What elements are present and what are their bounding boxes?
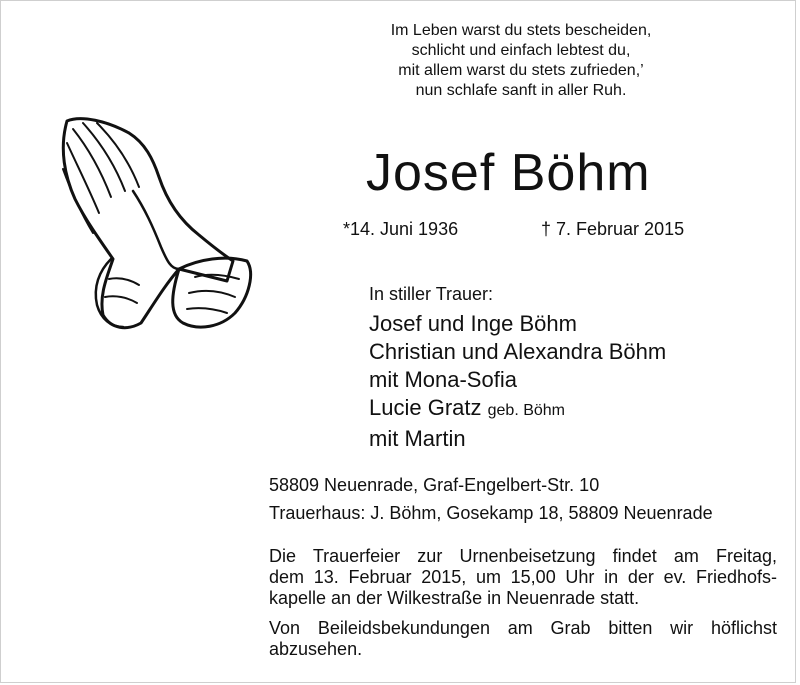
- poem-line: mit allem warst du stets zufrieden,’: [398, 62, 644, 79]
- address-line: 58809 Neuenrade, Graf-Engelbert-Str. 10: [269, 475, 600, 495]
- poem-line: schlicht und einfach lebtest du,: [411, 42, 631, 59]
- address-line: Trauerhaus: J. Böhm, Gosekamp 18, 58809 Neuenrade: [269, 503, 713, 523]
- birth-date: *14. Juni 1936: [343, 219, 459, 239]
- praying-hands-icon: [49, 109, 259, 334]
- address-block: [269, 471, 713, 527]
- mourners-label: In stiller Trauer:: [369, 284, 494, 304]
- mourner-line: [369, 394, 666, 425]
- notice-line: Die Trauerfeier zur Urnenbeisetzung findet am Freitag,: [269, 546, 777, 566]
- poem-line: Im Leben warst du stets bescheiden,: [390, 22, 652, 39]
- mourner-line: Josef und Inge Böhm: [369, 311, 577, 336]
- maiden-name-note: geb. Böhm: [487, 402, 566, 419]
- mourner-line: mit Mona-Sofia: [369, 367, 517, 392]
- mourner-name: Lucie Gratz: [369, 395, 482, 420]
- poem: [331, 21, 711, 101]
- death-date: † 7. Februar 2015: [541, 219, 685, 239]
- mourner-line: Christian und Alexandra Böhm: [369, 339, 667, 364]
- poem-line: nun schlafe sanft in aller Ruh.: [415, 82, 627, 99]
- notice-line: abzusehen.: [269, 639, 363, 659]
- notice-line: dem 13. Februar 2015, um 15,00 Uhr in der ev. Friedhofs-: [269, 567, 777, 587]
- deceased-name: Josef Böhm: [366, 144, 651, 202]
- funeral-notice: [269, 546, 777, 660]
- notice-line: kapelle an der Wilkestraße in Neuenrade statt.: [269, 588, 640, 608]
- mourners-list: [369, 310, 666, 453]
- notice-line: Von Beileidsbekundungen am Grab bitten wir höflichst: [269, 618, 777, 638]
- mourner-line: mit Martin: [369, 426, 466, 451]
